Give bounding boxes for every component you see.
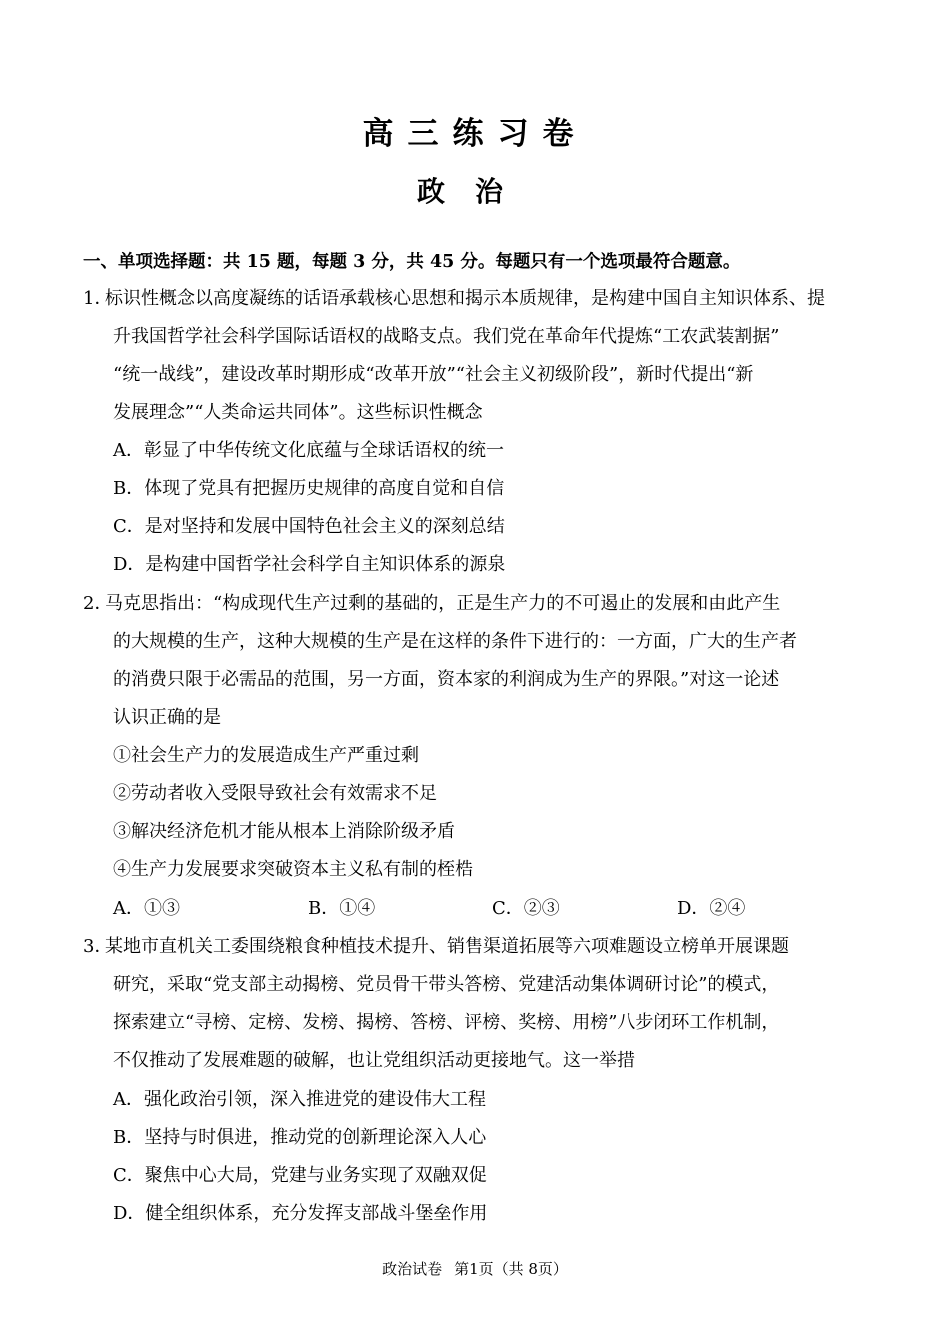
question-3-line-4: 不仅推动了发展难题的破解，也让党组织活动更接地气。这一举措	[113, 1050, 635, 1071]
section-header: 一、单项选择题：共 15 题，每题 3 分，共 45 分。每题只有一个选项最符合题意。	[83, 252, 741, 272]
question-3-line-1: 3．某地市直机关工委围绕粮食种植技术提升、销售渠道拓展等六项难题设立榜单开展课题	[83, 934, 789, 960]
question-1-line-2: 升我国哲学社会科学国际话语权的战略支点。我们党在革命年代提炼“工农武装割据”	[113, 326, 780, 347]
page-title: 高三练习卷	[362, 116, 588, 152]
footer-page-number: 第1页（共 8页）	[454, 1260, 568, 1278]
option-a[interactable]: A．强化政治引领，深入推进党的建设伟大工程	[113, 1089, 486, 1110]
option-c[interactable]: C．是对坚持和发展中国特色社会主义的深刻总结	[113, 516, 505, 537]
option-d[interactable]: D．是构建中国哲学社会科学自主知识体系的源泉	[113, 554, 506, 575]
page-footer	[0, 1258, 950, 1279]
option-c[interactable]: C．②③	[492, 898, 560, 919]
footer-subject: 政治试卷	[382, 1260, 443, 1278]
question-number: 1．	[83, 288, 113, 309]
question-number: 2．	[83, 593, 113, 614]
question-number: 3．	[83, 936, 113, 957]
question-2-line-1: 2．马克思指出：“构成现代生产过剩的基础的，正是生产力的不可遏止的发展和由此产生	[83, 591, 780, 617]
option-b[interactable]: B．坚持与时俱进，推动党的创新理论深入人心	[113, 1127, 487, 1148]
option-a[interactable]: A．①③	[113, 898, 180, 919]
statement-1: ①社会生产力的发展造成生产严重过剩	[113, 745, 419, 766]
question-1-line-3: “统一战线”，建设改革时期形成“改革开放”“社会主义初级阶段”，新时代提出“新	[113, 364, 754, 385]
option-b[interactable]: B．体现了党具有把握历史规律的高度自觉和自信	[113, 478, 505, 499]
option-d[interactable]: D．健全组织体系，充分发挥支部战斗堡垒作用	[113, 1203, 488, 1224]
question-1-line-4: 发展理念”“人类命运共同体”。这些标识性概念	[113, 402, 483, 423]
subject-title: 政治	[416, 175, 533, 208]
question-2-line-3: 的消费只限于必需品的范围，另一方面，资本家的利润成为生产的界限。”对这一论述	[113, 669, 780, 690]
option-b[interactable]: B．①④	[308, 898, 376, 919]
statement-4: ④生产力发展要求突破资本主义私有制的桎梏	[113, 859, 473, 880]
question-3-line-3: 探索建立“寻榜、定榜、发榜、揭榜、答榜、评榜、奖榜、用榜”八步闭环工作机制，	[113, 1012, 780, 1033]
question-1-line-1: 1．标识性概念以高度凝练的话语承载核心思想和揭示本质规律，是构建中国自主知识体系、提	[83, 286, 825, 312]
option-c[interactable]: C．聚焦中心大局，党建与业务实现了双融双促	[113, 1165, 487, 1186]
question-3-line-2: 研究，采取“党支部主动揭榜、党员骨干带头答榜、党建活动集体调研讨论”的模式，	[113, 974, 780, 995]
statement-3: ③解决经济危机才能从根本上消除阶级矛盾	[113, 821, 455, 842]
statement-2: ②劳动者收入受限导致社会有效需求不足	[113, 783, 437, 804]
option-a[interactable]: A．彰显了中华传统文化底蕴与全球话语权的统一	[113, 440, 504, 461]
question-2-line-4: 认识正确的是	[113, 707, 221, 728]
option-d[interactable]: D．②④	[677, 898, 746, 919]
question-2-line-2: 的大规模的生产，这种大规模的生产是在这样的条件下进行的：一方面，广大的生产者	[113, 631, 797, 652]
